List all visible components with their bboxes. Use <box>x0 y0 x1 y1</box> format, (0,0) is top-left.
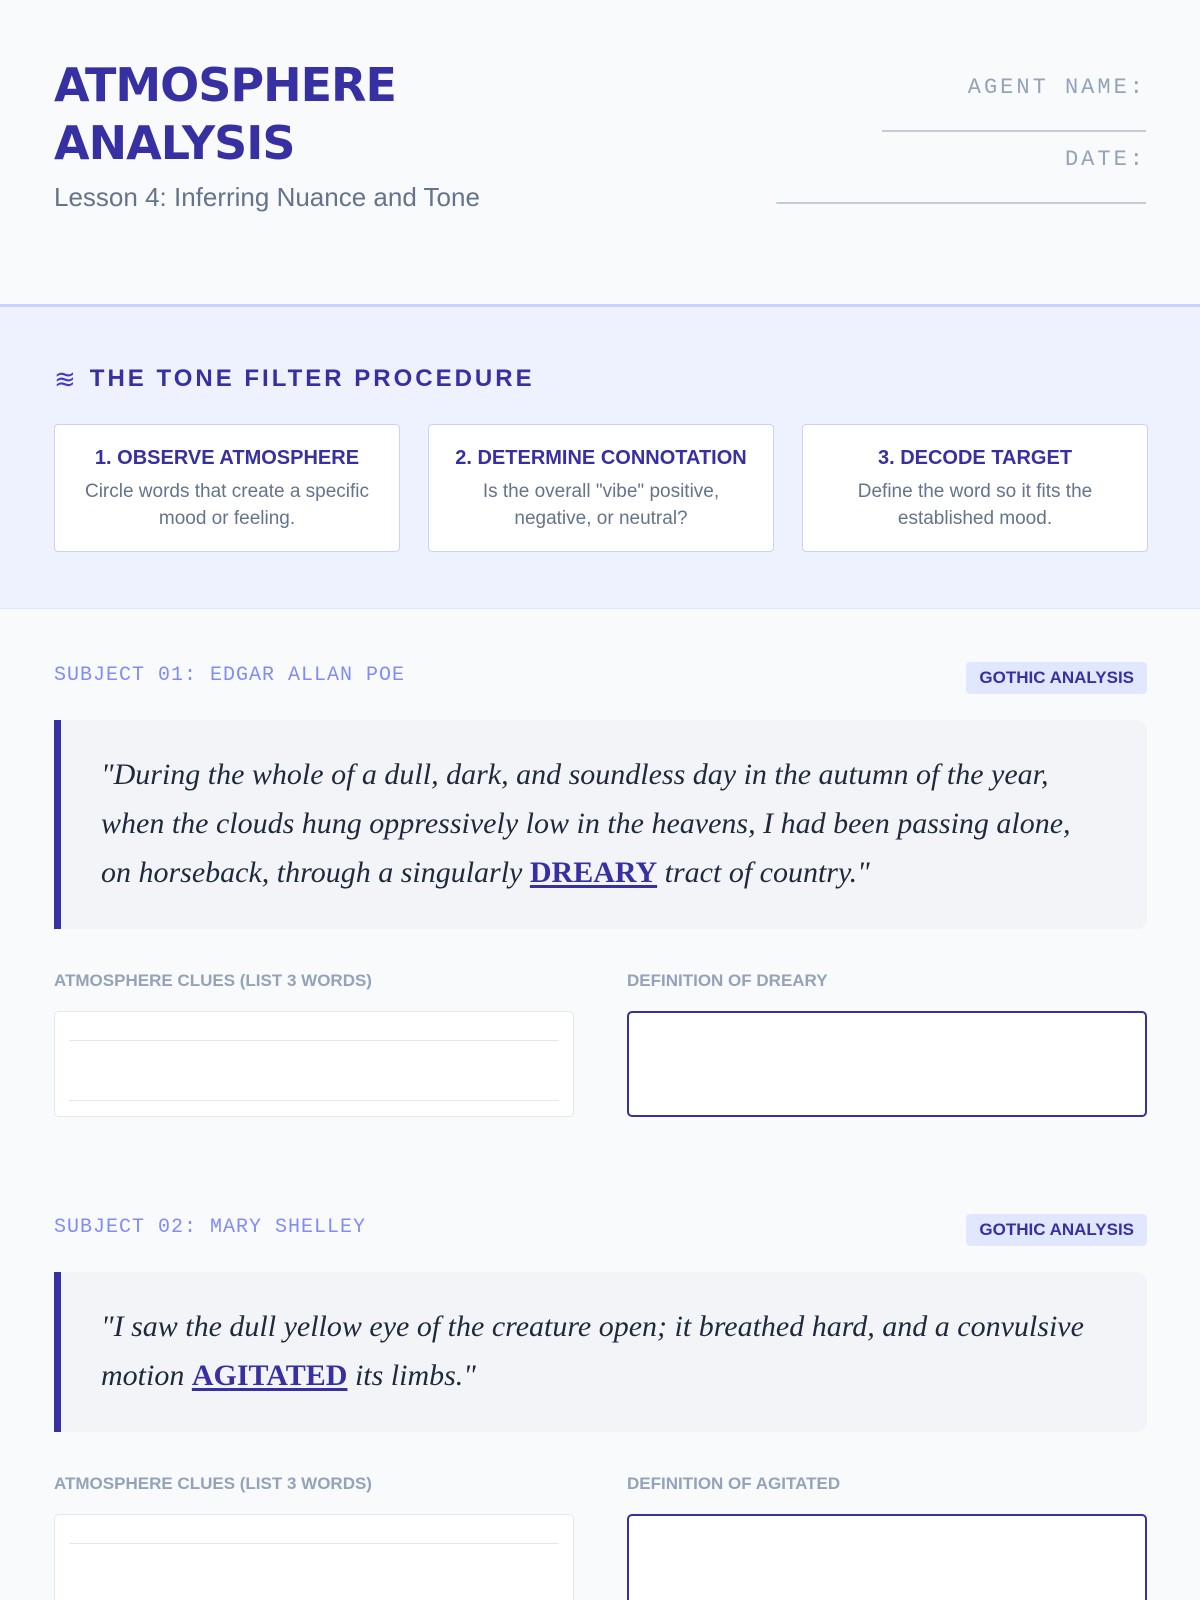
target-word: DREARY <box>529 856 658 889</box>
subject-section <box>54 1214 1147 1600</box>
lesson-subtitle: Lesson 4: Inferring Nuance and Tone <box>54 182 480 212</box>
definition-label: DEFINITION OF AGITATED <box>627 1474 841 1493</box>
subject-header <box>54 1214 1147 1246</box>
definition-answer-box[interactable] <box>627 1011 1147 1117</box>
agent-name-line[interactable]: ____________________ <box>881 111 1146 136</box>
quote-text-after: its limbs." <box>347 1359 476 1392</box>
clues-column <box>54 971 574 1117</box>
answer-row <box>54 1474 1147 1600</box>
answer-rule-line <box>69 1543 559 1544</box>
title-line-1: ATMOSPHERE <box>54 58 396 112</box>
quote-text-before: "During the whole of a dull, dark, and soundless day in the autumn of the year, when the clouds hung oppressively low in the heavens, I had been passing alone, on horseback, through a singularly <box>101 758 1071 889</box>
definition-answer-box[interactable] <box>627 1514 1147 1600</box>
step-title: 3. DECODE TARGET <box>877 447 1073 469</box>
subject-label: SUBJECT 01: EDGAR ALLAN POE <box>54 664 406 687</box>
step-description: Is the overall "vibe" positive, negative, or neutral? <box>482 481 720 529</box>
agent-name-label: AGENT NAME: <box>967 75 1146 100</box>
clues-label: ATMOSPHERE CLUES (LIST 3 WORDS) <box>54 1474 372 1493</box>
clues-answer-box[interactable] <box>54 1514 574 1600</box>
date-label: DATE: <box>1064 147 1146 172</box>
subject-header <box>54 662 1147 694</box>
worksheet-title <box>54 56 480 172</box>
student-meta <box>776 72 1146 216</box>
answer-rule-line <box>69 1100 559 1101</box>
procedure-step <box>428 424 774 552</box>
passage-quote <box>54 720 1147 929</box>
procedure-heading <box>54 365 535 393</box>
passage-quote <box>54 1272 1147 1432</box>
step-description: Define the word so it fits the established mood. <box>857 481 1093 529</box>
clues-column <box>54 1474 574 1600</box>
definition-column <box>627 1474 1147 1600</box>
procedure-steps <box>54 424 1148 552</box>
passage-text <box>101 750 1107 897</box>
step-description: Circle words that create a specific mood or feeling. <box>84 481 370 529</box>
step-title: 1. OBSERVE ATMOSPHERE <box>94 447 360 469</box>
date-line[interactable]: ____________________________ <box>776 183 1146 208</box>
genre-badge: GOTHIC ANALYSIS <box>966 662 1147 694</box>
clues-label: ATMOSPHERE CLUES (LIST 3 WORDS) <box>54 971 372 990</box>
passage-text <box>101 1302 1107 1400</box>
answer-row <box>54 971 1147 1117</box>
quote-text-before: "I saw the dull yellow eye of the creature open; it breathed hard, and a convulsive motion <box>101 1310 1084 1392</box>
definition-column <box>627 971 1147 1117</box>
step-title: 2. DETERMINE CONNOTATION <box>455 447 747 469</box>
procedure-step <box>54 424 400 552</box>
quote-text-after: tract of country." <box>657 856 870 889</box>
waves-icon: ≋ <box>54 364 76 394</box>
clues-answer-box[interactable] <box>54 1011 574 1117</box>
answer-rule-line <box>69 1040 559 1041</box>
subject-section <box>54 662 1147 1117</box>
title-line-2: ANALYSIS <box>54 116 295 170</box>
genre-badge: GOTHIC ANALYSIS <box>966 1214 1147 1246</box>
tone-filter-procedure <box>0 307 1200 609</box>
title-block <box>54 56 480 213</box>
worksheet-header <box>0 0 1200 307</box>
procedure-title: THE TONE FILTER PROCEDURE <box>89 365 535 392</box>
procedure-step <box>802 424 1148 552</box>
subject-label: SUBJECT 02: MARY SHELLEY <box>54 1216 367 1239</box>
target-word: AGITATED <box>191 1359 348 1392</box>
definition-label: DEFINITION OF DREARY <box>627 971 828 990</box>
